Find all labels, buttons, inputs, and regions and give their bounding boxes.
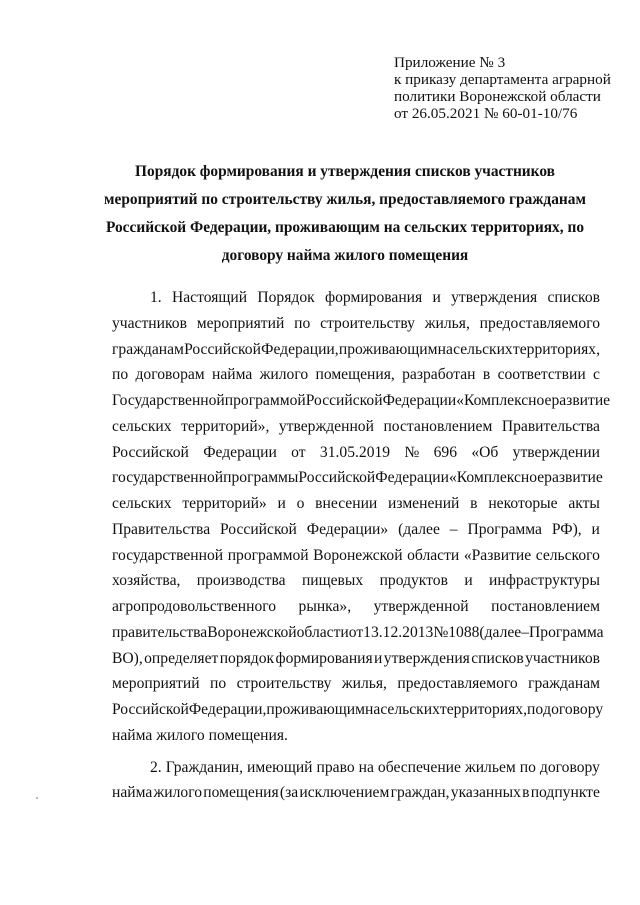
text-line: гражданам Российской Федерации, проживающим на сельских территориях,	[112, 340, 600, 358]
text-line: Правительства Российской Федерации» (далее – Программа РФ), и	[112, 520, 600, 538]
appendix-block	[394, 54, 624, 122]
text-line: хозяйства, производства пищевых продуктов и инфраструктуры	[112, 572, 600, 590]
paragraph	[112, 755, 600, 807]
appendix-line: от 26.05.2021 № 60-01-10/76	[394, 105, 578, 122]
text-line: правительства Воронежской области от 13.12.2013 № 1088 (далее – Программа	[112, 623, 604, 641]
text-line: мероприятий по строительству жилья, предоставляемого гражданам	[112, 675, 600, 693]
text-line: 2. Гражданин, имеющий право на обеспечение жильем по договору	[150, 758, 600, 776]
text-line: 1. Настоящий Порядок формирования и утверждения списков	[150, 289, 600, 306]
text-line: Российской Федерации от 31.05.2019 № 696 «Об утверждении	[112, 443, 600, 461]
document-title	[100, 158, 590, 270]
appendix-line: Приложение № 3	[394, 54, 506, 71]
text-line: ВО), определяет порядок формирования и утверждения списков участников	[112, 649, 600, 667]
text-line: участников мероприятий по строительству жилья, предоставляемого	[112, 314, 600, 332]
text-line: агропродовольственного рынка», утвержденной постановлением	[112, 598, 600, 615]
text-line: Государственной программой Российской Федерации «Комплексное развитие	[112, 392, 611, 409]
text-line: по договорам найма жилого помещения, разработан в соответствии с	[112, 366, 600, 384]
title-line: Российской Федерации, проживающим на сельских территориях, по	[105, 219, 585, 236]
appendix-line: к приказу департамента аграрной	[394, 71, 611, 88]
title-line: Порядок формирования и утверждения списков участников	[135, 163, 555, 180]
text-line: сельских территорий», утвержденной постановлением Правительства	[112, 417, 600, 435]
scan-speck	[36, 797, 38, 799]
appendix-line: политики Воронежской области	[394, 88, 601, 105]
text-line: найма жилого помещения.	[112, 726, 288, 744]
text-line: Российской Федерации, проживающим на сельских территориях, по договору	[112, 701, 604, 718]
text-line: найма жилого помещения (за исключением граждан, указанных в подпункте	[112, 784, 600, 802]
text-line: государственной программой Воронежской области «Развитие сельского	[112, 546, 600, 564]
title-line: договору найма жилого помещения	[221, 247, 469, 264]
text-line: государственной программы Российской Федерации «Комплексное развитие	[112, 469, 603, 487]
title-line: мероприятий по строительству жилья, предоставляемого гражданам	[104, 191, 586, 208]
paragraph	[112, 285, 611, 749]
text-line: сельских территорий» и о внесении изменений в некоторые акты	[112, 495, 600, 512]
document-body	[112, 285, 611, 806]
